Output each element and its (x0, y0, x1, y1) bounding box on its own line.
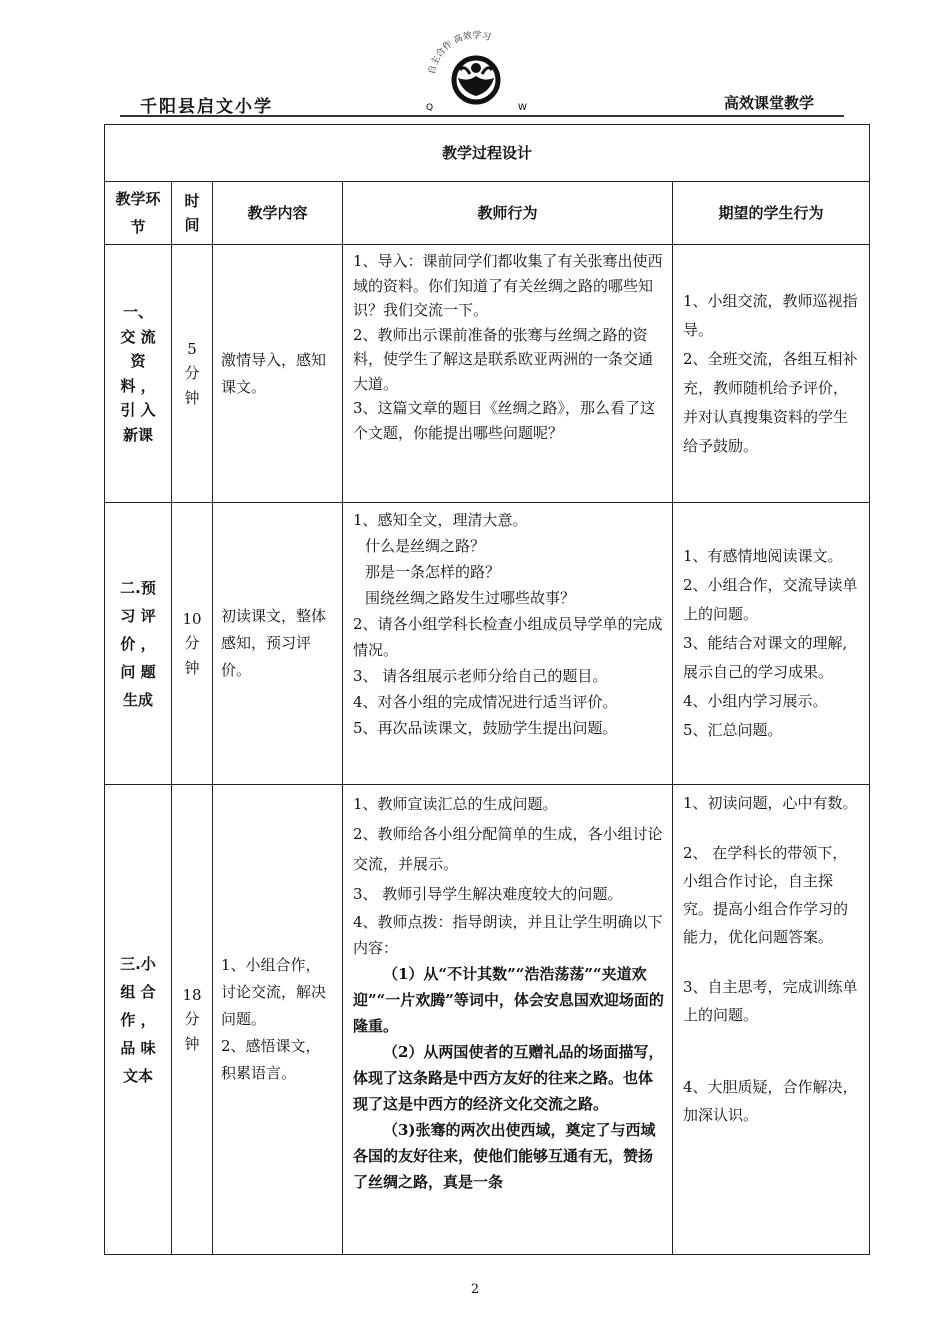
time-cell: 5 分 钟 (172, 245, 213, 503)
col-header-time: 时间 (172, 182, 213, 245)
content-cell: 激情导入，感知课文。 (213, 245, 343, 503)
school-name: 千阳县启文小学 (140, 97, 273, 117)
col-header-content: 教学内容 (213, 182, 343, 245)
table-row (105, 503, 870, 785)
school-logo-icon (412, 30, 540, 114)
logo-letter-q: Q (426, 103, 434, 113)
teacher-cell: 1、教师宣读汇总的生成问题。 2、教师给各小组分配简单的生成，各小组讨论交流，并展示。 3、 教师引导学生解决难度较大的问题。 4、教师点拨：指导朗读，并且让学生明确以下内容： （1）从“不计其数”“浩浩荡荡”“夹道欢迎”“一片欢腾”等词中，体会安息国欢迎场面的隆重。 （2）从两国使者的互赠礼品的场面描写，体现了这条路是中西方友好的往来之路。也体现了这是中西方的经济文化交流之路。 （3)张骞的两次出使西域，奠定了与西域各国的友好往来，使他们能够互通有无，赞扬了丝绸之路，真是一条 (343, 785, 673, 1255)
content-cell: 初读课文，整体感知，预习评价。 (213, 503, 343, 785)
time-cell: 18 分 钟 (172, 785, 213, 1255)
header-divider (120, 115, 844, 117)
student-cell: 1、初读问题，心中有数。 2、 在学科长的带领下，小组合作讨论，自主探究。提高小组合作学习的能力，优化问题答案。 3、自主思考，完成训练单上的问题。 4、大胆质疑，合作解决，加深认识。 (673, 785, 870, 1255)
col-header-stage-text: 教学环节 (115, 190, 161, 236)
col-header-teacher: 教师行为 (343, 182, 673, 245)
table-row (105, 785, 870, 1255)
student-cell: 1、有感情地阅读课文。 2、小组合作，交流导读单上的问题。 3、能结合对课文的理解,展示自己的学习成果。 4、小组内学习展示。 5、汇总问题。 (673, 503, 870, 785)
logo-text: 自主合作 高效学习 (427, 30, 492, 76)
teacher-cell: 1、导入：课前同学们都收集了有关张骞出使西域的资料。你们知道了有关丝绸之路的哪些知识？我们交流一下。 2、教师出示课前准备的张骞与丝绸之路的资料，使学生了解这是联系欧亚两洲的一条交通大道。 3、这篇文章的题目《丝绸之路》，那么看了这个文题，你能提出哪些问题呢？ (343, 245, 673, 503)
stage-cell: 三.小 组 合 作 ， 品 味 文本 (105, 785, 172, 1255)
teaching-process-table (104, 124, 870, 1255)
content-cell: 1、小组合作，讨论交流，解决问题。 2、感悟课文，积累语言。 (213, 785, 343, 1255)
stage-cell: 二.预 习 评 价 ， 问 题 生成 (105, 503, 172, 785)
col-header-student: 期望的学生行为 (673, 182, 870, 245)
student-cell: 1、小组交流，教师巡视指导。 2、全班交流，各组互相补充，教师随机给予评价，并对认真搜集资料的学生给予鼓励。 (673, 245, 870, 503)
brand-label: 高效课堂教学 (724, 94, 815, 112)
table-header-row (105, 182, 870, 245)
page-header (0, 0, 950, 120)
col-header-stage (105, 182, 172, 245)
time-cell: 10 分 钟 (172, 503, 213, 785)
table-title: 教学过程设计 (105, 125, 870, 182)
logo-letter-w: W (518, 103, 527, 113)
stage-cell: 一、 交 流 资 料 ， 引 入 新课 (105, 245, 172, 503)
table-row (105, 245, 870, 503)
page-number: 2 (470, 1282, 480, 1297)
teacher-cell: 1、感知全文，理清大意。 什么是丝绸之路？ 那是一条怎样的路？ 围绕丝绸之路发生过哪些故事？ 2、请各小组学科长检查小组成员导学单的完成情况。 3、 请各组展示老师分给自己的题目。 4、对各小组的完成情况进行适当评价。 5、再次品读课文，鼓励学生提出问题。 (343, 503, 673, 785)
